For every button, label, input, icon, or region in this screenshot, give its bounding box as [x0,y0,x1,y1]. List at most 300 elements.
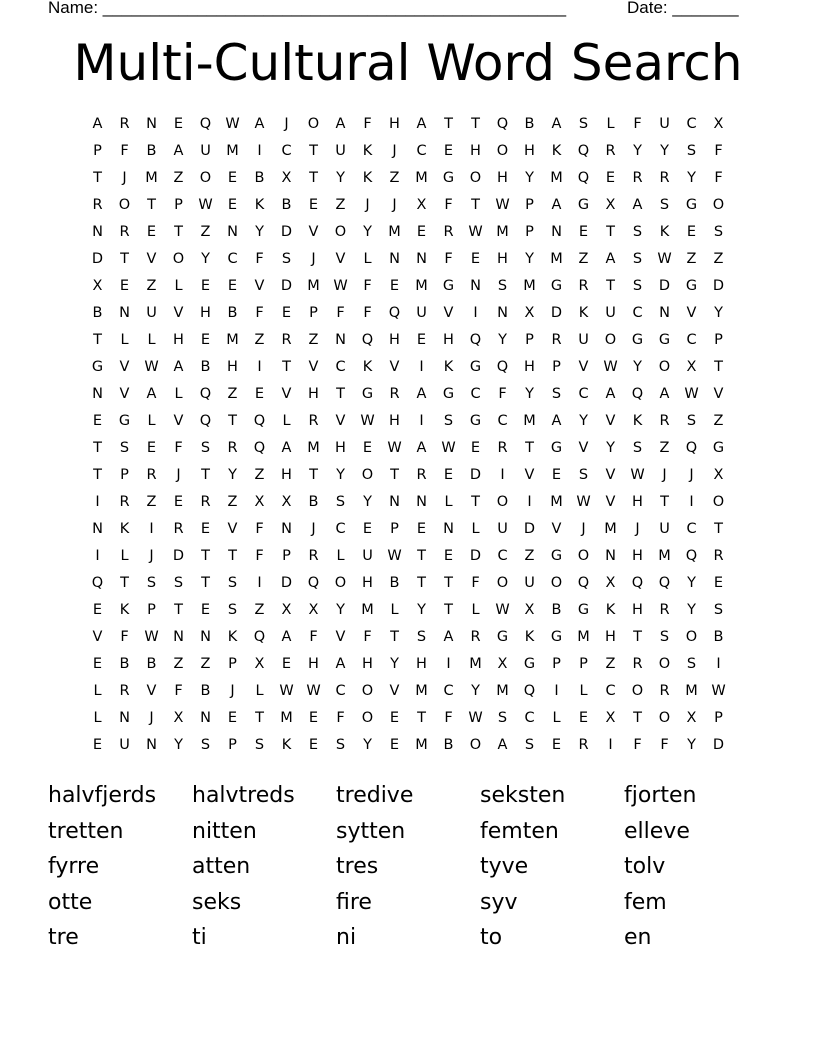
grid-letter: E [389,737,400,753]
grid-letter: I [689,494,694,510]
grid-letter: T [282,359,291,375]
grid-letter: F [471,575,480,591]
grid-letter: M [415,278,428,294]
grid-letter: T [714,359,723,375]
grid-letter: X [308,602,319,618]
grid-letter: H [605,629,616,645]
grid-letter: A [416,386,427,402]
word-list-item: fjorten [624,783,697,808]
grid-letter: H [173,332,184,348]
grid-letter: S [524,737,535,753]
grid-letter: H [281,467,292,483]
grid-row [84,435,732,462]
grid-letter: S [659,629,670,645]
grid-letter: I [527,494,532,510]
grid-letter: Y [660,143,669,159]
grid-letter: X [713,116,724,132]
grid-letter: M [496,224,509,240]
grid-letter: K [632,413,643,429]
grid-letter: T [390,467,399,483]
grid-letter: L [444,494,453,510]
grid-letter: U [335,143,346,159]
grid-letter: G [442,170,455,186]
grid-letter: A [443,629,454,645]
grid-letter: I [500,467,505,483]
grid-letter: D [523,521,536,537]
grid-letter: L [93,710,102,726]
grid-letter: A [92,116,103,132]
grid-letter: B [92,305,103,321]
grid-letter: V [119,386,130,402]
grid-letter: O [577,548,590,564]
grid-letter: P [552,656,561,672]
grid-letter: A [335,656,346,672]
grid-letter: E [362,521,373,537]
grid-letter: A [605,386,616,402]
grid-letter: N [146,737,157,753]
grid-letter: E [146,224,157,240]
grid-letter: U [524,575,535,591]
grid-letter: W [360,413,375,429]
grid-letter: I [257,575,262,591]
grid-letter: T [93,170,102,186]
grid-letter: T [93,332,102,348]
grid-letter: I [716,656,721,672]
grid-letter: C [524,710,535,726]
grid-letter: V [281,386,292,402]
grid-letter: H [335,440,346,456]
grid-letter: A [416,440,427,456]
grid-letter: Y [390,656,399,672]
grid-letter: M [415,170,428,186]
grid-letter: R [713,548,724,564]
grid-letter: B [551,602,562,618]
grid-letter: N [416,251,427,267]
grid-letter: T [525,440,534,456]
grid-letter: S [200,737,211,753]
grid-row [84,516,732,543]
grid-letter: C [335,521,346,537]
grid-letter: S [686,656,697,672]
grid-row [84,408,732,435]
grid-letter: E [200,278,211,294]
grid-letter: S [497,278,508,294]
grid-letter: V [713,386,724,402]
grid-letter: P [525,197,534,213]
grid-letter: I [554,683,559,699]
grid-letter: E [470,440,481,456]
grid-letter: E [686,224,697,240]
grid-letter: V [551,521,562,537]
grid-letter: Y [687,737,696,753]
grid-letter: Y [498,332,507,348]
grid-letter: X [605,197,616,213]
grid-letter: R [308,413,319,429]
grid-letter: R [551,332,562,348]
grid-letter: M [280,710,293,726]
grid-letter: R [659,683,670,699]
grid-letter: V [389,359,400,375]
grid-letter: L [606,116,615,132]
grid-letter: E [443,143,454,159]
grid-letter: J [581,521,586,537]
grid-letter: E [254,386,265,402]
grid-letter: L [282,413,291,429]
grid-letter: O [361,710,374,726]
grid-letter: Y [687,575,696,591]
grid-letter: Z [254,602,265,618]
grid-letter: U [659,116,670,132]
word-list-item: otte [48,889,93,915]
grid-letter: F [444,251,453,267]
grid-letter: Y [525,251,534,267]
grid-letter: S [416,629,427,645]
grid-letter: R [497,440,508,456]
grid-letter: T [120,575,129,591]
grid-letter: V [92,629,103,645]
grid-letter: V [578,440,589,456]
grid-letter: N [227,224,238,240]
grid-letter: E [308,197,319,213]
grid-letter: L [552,710,561,726]
grid-row [84,597,732,624]
grid-letter: Y [336,170,345,186]
grid-letter: T [255,710,264,726]
grid-letter: G [469,359,482,375]
grid-row [84,219,732,246]
grid-letter: U [659,521,670,537]
grid-letter: F [363,305,372,321]
grid-letter: I [419,359,424,375]
grid-letter: C [470,386,481,402]
grid-letter: E [443,548,454,564]
grid-letter: S [659,197,670,213]
grid-letter: W [576,494,591,510]
grid-letter: H [524,359,535,375]
grid-letter: H [632,548,643,564]
grid-letter: V [335,251,346,267]
grid-letter: T [444,116,453,132]
grid-letter: M [523,278,536,294]
grid-letter: H [389,332,400,348]
grid-letter: V [173,305,184,321]
grid-letter: H [416,656,427,672]
grid-row [84,705,732,732]
grid-letter: W [495,602,510,618]
grid-letter: K [362,170,373,186]
grid-letter: H [362,656,373,672]
grid-letter: W [225,116,240,132]
word-list-item: atten [192,854,251,879]
word-list-item: fem [624,889,667,915]
grid-letter: S [254,737,265,753]
grid-letter: B [713,629,724,645]
grid-letter: S [173,575,184,591]
grid-letter: W [387,548,402,564]
grid-letter: B [119,656,130,672]
grid-letter: O [685,629,698,645]
grid-letter: E [416,224,427,240]
grid-letter: X [497,656,508,672]
grid-letter: T [444,602,453,618]
grid-letter: X [605,710,616,726]
grid-letter: Z [335,197,346,213]
word-list-item: nitten [192,818,257,844]
grid-letter: X [281,494,292,510]
grid-letter: S [281,251,292,267]
grid-letter: Y [336,602,345,618]
grid-letter: Z [254,467,265,483]
grid-letter: E [173,116,184,132]
grid-letter: X [254,494,265,510]
grid-letter: E [578,710,589,726]
grid-letter: F [444,710,453,726]
grid-letter: K [578,305,589,321]
grid-letter: C [497,413,508,429]
grid-letter: V [146,683,157,699]
grid-letter: F [363,116,372,132]
grid-letter: E [308,710,319,726]
grid-letter: J [635,521,640,537]
grid-letter: H [200,305,211,321]
grid-letter: M [145,170,158,186]
word-list-item: tres [336,854,379,879]
grid-letter: T [174,224,183,240]
grid-letter: P [282,548,291,564]
word-list-item: femten [480,818,559,844]
grid-letter: N [389,251,400,267]
grid-letter: H [308,656,319,672]
grid-letter: L [147,332,156,348]
grid-letter: F [174,440,183,456]
grid-letter: P [525,332,534,348]
grid-letter: H [443,332,454,348]
grid-letter: Q [631,575,644,591]
grid-letter: E [416,521,427,537]
grid-letter: T [120,251,129,267]
grid-letter: W [468,224,483,240]
grid-letter: O [658,656,671,672]
grid-letter: H [470,143,481,159]
grid-letter: F [120,143,129,159]
grid-letter: P [525,224,534,240]
grid-letter: Y [174,737,183,753]
grid-letter: O [361,467,374,483]
grid-letter: I [257,359,262,375]
grid-letter: Y [525,170,534,186]
grid-letter: E [92,737,103,753]
word-list-item: tre [48,925,79,950]
grid-letter: Z [686,251,697,267]
grid-letter: O [199,170,212,186]
grid-letter: M [496,683,509,699]
grid-letter: O [658,359,671,375]
grid-letter: E [200,521,211,537]
grid-letter: M [307,440,320,456]
grid-letter: H [389,116,400,132]
grid-letter: Y [201,251,210,267]
grid-letter: N [119,305,130,321]
grid-letter: V [254,278,265,294]
grid-letter: Q [577,143,590,159]
grid-letter: N [605,548,616,564]
grid-letter: F [255,251,264,267]
word-list-item: tolv [624,854,666,879]
grid-letter: B [146,143,157,159]
grid-letter: P [390,521,399,537]
grid-letter: M [415,683,428,699]
grid-letter: E [605,170,616,186]
grid-letter: T [309,143,318,159]
grid-letter: S [227,602,238,618]
grid-letter: X [713,467,724,483]
grid-letter: R [200,494,211,510]
grid-letter: J [149,548,154,564]
grid-letter: P [309,305,318,321]
grid-letter: S [335,494,346,510]
grid-letter: N [389,494,400,510]
grid-letter: E [146,440,157,456]
grid-letter: O [361,683,374,699]
grid-letter: K [362,143,373,159]
word-list-item: syv [480,889,518,915]
grid-letter: A [281,629,292,645]
grid-letter: T [147,197,156,213]
grid-letter: A [551,116,562,132]
grid-letter: N [551,224,562,240]
grid-letter: D [550,305,563,321]
grid-letter: E [389,278,400,294]
grid-letter: K [659,224,670,240]
grid-letter: D [712,278,725,294]
grid-letter: T [201,575,210,591]
grid-letter: T [228,413,237,429]
grid-letter: S [578,116,589,132]
grid-letter: J [311,521,316,537]
grid-letter: K [119,602,130,618]
grid-letter: J [662,467,667,483]
grid-letter: B [524,116,535,132]
grid-letter: W [630,467,645,483]
grid-letter: Q [631,386,644,402]
grid-letter: Z [200,224,211,240]
grid-letter: J [284,116,289,132]
grid-letter: G [550,278,563,294]
grid-letter: O [469,737,482,753]
grid-letter: B [146,656,157,672]
grid-letter: D [469,548,482,564]
grid-letter: E [200,332,211,348]
grid-letter: E [308,737,319,753]
grid-letter: U [605,305,616,321]
grid-letter: R [146,467,157,483]
grid-letter: C [416,143,427,159]
grid-letter: B [443,737,454,753]
grid-letter: A [605,251,616,267]
grid-letter: S [713,224,724,240]
grid-row [84,138,732,165]
grid-letter: T [201,548,210,564]
grid-letter: I [473,305,478,321]
grid-letter: T [633,710,642,726]
grid-letter: G [523,656,536,672]
grid-letter: F [255,521,264,537]
grid-letter: L [93,683,102,699]
grid-letter: H [362,575,373,591]
grid-letter: E [443,467,454,483]
grid-letter: E [416,332,427,348]
grid-letter: N [92,386,103,402]
grid-letter: Q [685,548,698,564]
grid-letter: G [442,386,455,402]
grid-letter: H [227,359,238,375]
grid-letter: R [227,440,238,456]
grid-letter: L [363,251,372,267]
grid-letter: R [389,386,400,402]
grid-letter: O [172,251,185,267]
grid-row [84,111,732,138]
grid-letter: E [281,305,292,321]
grid-letter: J [392,197,397,213]
grid-row [84,651,732,678]
grid-letter: F [255,305,264,321]
grid-letter: T [606,278,615,294]
grid-letter: W [468,710,483,726]
grid-letter: F [336,305,345,321]
grid-letter: M [469,656,482,672]
grid-letter: C [335,683,346,699]
grid-letter: N [416,494,427,510]
grid-letter: Q [253,629,266,645]
grid-letter: G [469,413,482,429]
grid-letter: R [308,548,319,564]
grid-letter: N [443,521,454,537]
grid-letter: Q [577,575,590,591]
grid-letter: L [174,386,183,402]
grid-letter: M [388,224,401,240]
grid-row [84,381,732,408]
grid-letter: R [659,413,670,429]
grid-letter: W [198,197,213,213]
grid-letter: F [363,629,372,645]
grid-letter: T [228,548,237,564]
grid-letter: O [334,575,347,591]
grid-letter: Q [496,116,509,132]
grid-letter: Q [685,440,698,456]
grid-letter: Z [200,656,211,672]
grid-letter: C [578,386,589,402]
grid-letter: F [714,143,723,159]
grid-letter: I [95,494,100,510]
grid-letter: Z [308,332,319,348]
grid-letter: H [497,251,508,267]
grid-letter: O [712,494,725,510]
grid-letter: G [118,413,131,429]
grid-letter: I [257,143,262,159]
grid-letter: K [551,143,562,159]
grid-letter: P [228,656,237,672]
grid-row [84,489,732,516]
grid-letter: I [419,413,424,429]
grid-letter: Z [578,251,589,267]
grid-letter: N [659,305,670,321]
grid-letter: V [686,305,697,321]
grid-letter: E [119,278,130,294]
grid-letter: M [604,521,617,537]
grid-letter: B [254,170,265,186]
grid-letter: C [686,116,697,132]
grid-letter: W [603,359,618,375]
